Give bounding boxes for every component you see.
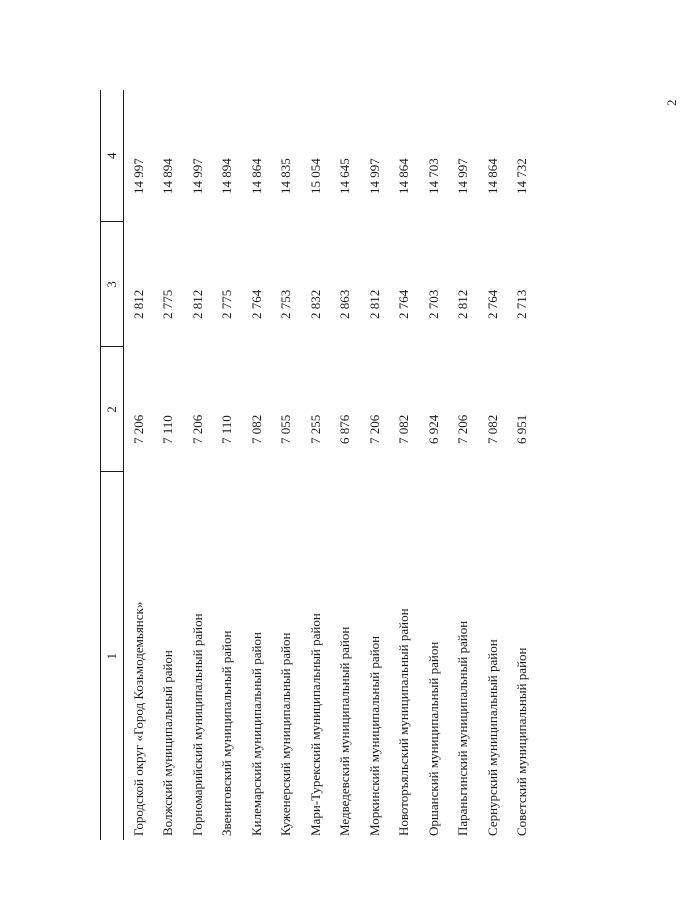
cell-value: 2 812 [130, 289, 146, 319]
cell-value: 2 812 [366, 289, 382, 319]
cell-value: 7 082 [248, 414, 264, 444]
table-row [390, 90, 420, 840]
district-name: Медведевский муниципальный район [337, 626, 353, 836]
table-row [508, 90, 538, 840]
district-name: Волжский муниципальный район [160, 650, 176, 836]
column-header: 1 [101, 472, 124, 840]
cell-value: 2 703 [425, 289, 441, 319]
cell-value: 14 732 [514, 158, 530, 194]
cell-value: 6 924 [425, 414, 441, 444]
header-row [101, 90, 124, 840]
cell-value: 2 713 [514, 289, 530, 319]
cell-value: 15 054 [307, 158, 323, 194]
district-name: Килемарский муниципальный район [248, 632, 264, 836]
cell-value: 14 835 [278, 158, 294, 194]
district-name: Советский муниципальный район [514, 647, 530, 836]
cell-value: 14 894 [219, 158, 235, 194]
rotated-table-container [100, 90, 540, 840]
district-name: Горномарийский муниципальный район [189, 613, 205, 836]
cell-value: 2 863 [337, 289, 353, 319]
cell-value: 2 832 [307, 289, 323, 319]
cell-value: 14 997 [366, 158, 382, 194]
table-row [360, 90, 390, 840]
table-row [449, 90, 479, 840]
cell-value: 2 775 [219, 289, 235, 319]
column-header: 4 [101, 90, 124, 222]
cell-value: 6 951 [514, 414, 530, 444]
table-row [478, 90, 508, 840]
district-name: Параньгинский муниципальный район [455, 620, 471, 836]
district-name: Куженерский муниципальный район [278, 632, 294, 836]
cell-value: 14 864 [248, 158, 264, 194]
cell-value: 7 206 [366, 414, 382, 444]
district-name: Оршанский муниципальный район [425, 641, 441, 836]
cell-value: 2 764 [484, 289, 500, 319]
cell-value: 6 876 [337, 414, 353, 444]
cell-value: 7 206 [455, 414, 471, 444]
cell-value: 14 894 [160, 158, 176, 194]
cell-value: 14 645 [337, 158, 353, 194]
cell-value: 14 997 [130, 158, 146, 194]
cell-value: 14 864 [484, 158, 500, 194]
district-name: Мари-Турекский муниципальный район [307, 613, 323, 836]
district-name: Моркинский муниципальный район [366, 635, 382, 836]
district-name: Городской округ «Город Козьмодемьянск» [130, 601, 146, 836]
cell-value: 7 110 [219, 415, 235, 444]
page-number: 2 [664, 99, 679, 106]
data-table [100, 90, 537, 840]
cell-value: 2 775 [160, 289, 176, 319]
table-body [124, 90, 538, 840]
cell-value: 7 206 [189, 414, 205, 444]
cell-value: 2 753 [278, 289, 294, 319]
cell-value: 14 864 [396, 158, 412, 194]
table-row [124, 90, 154, 840]
district-name: Сернурский муниципальный район [484, 639, 500, 836]
column-header: 2 [101, 347, 124, 472]
cell-value: 2 764 [396, 289, 412, 319]
cell-value: 7 082 [396, 414, 412, 444]
cell-value: 7 082 [484, 414, 500, 444]
cell-value: 2 764 [248, 289, 264, 319]
district-name: Звениговский муниципальный район [219, 630, 235, 836]
table-row [213, 90, 243, 840]
table-row [301, 90, 331, 840]
cell-value: 7 110 [160, 415, 176, 444]
cell-value: 7 255 [307, 414, 323, 444]
cell-value: 7 055 [278, 414, 294, 444]
column-header: 3 [101, 222, 124, 347]
table-row [272, 90, 302, 840]
district-name: Новоторъяльский муниципальный район [396, 608, 412, 836]
table-row [154, 90, 184, 840]
table-row [419, 90, 449, 840]
table-row [331, 90, 361, 840]
table-header [101, 90, 124, 840]
cell-value: 14 997 [189, 158, 205, 194]
cell-value: 14 703 [425, 158, 441, 194]
cell-value: 14 997 [455, 158, 471, 194]
cell-value: 2 812 [189, 289, 205, 319]
table-row [242, 90, 272, 840]
cell-value: 2 812 [455, 289, 471, 319]
cell-value: 7 206 [130, 414, 146, 444]
table-row [183, 90, 213, 840]
